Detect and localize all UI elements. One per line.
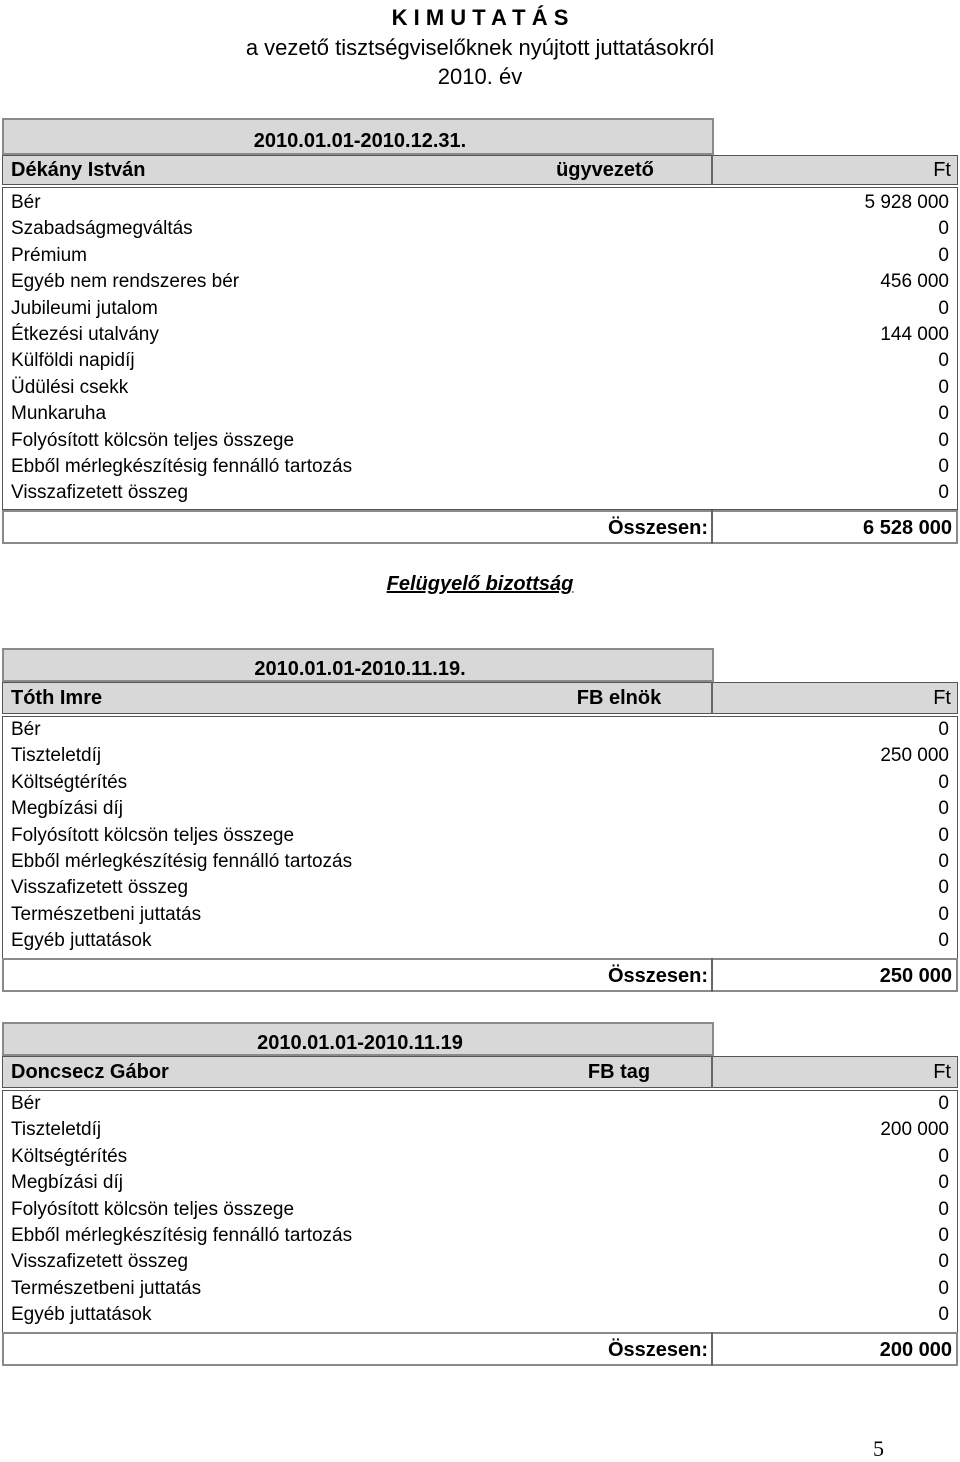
document-year: 2010. év [437,64,523,89]
row-label: Megbízási díj [11,798,123,820]
table-row [3,1170,957,1196]
table-row [3,823,957,849]
table-row [3,1302,957,1328]
table-row [3,348,957,374]
row-label: Jubileumi jutalom [11,297,158,319]
row-value: 0 [938,824,949,846]
table-row [3,1276,957,1302]
row-value: 144 000 [880,323,949,345]
table-row [3,717,957,743]
row-label: Ebből mérlegkészítésig fennálló tartozás [11,455,353,477]
row-value: 0 [938,1304,949,1326]
row-value: 5 928 000 [864,192,949,213]
row-value: 456 000 [880,271,949,293]
row-label: Szabadságmegváltás [11,218,193,240]
row-label: Tiszteletdíj [11,745,102,767]
row-value: 0 [938,376,949,398]
table-row [3,1223,957,1249]
row-value: 0 [938,1277,949,1299]
row-label: Egyéb nem rendszeres bér [11,271,240,293]
person-role: ügyvezető [556,159,654,181]
row-label: Bér [11,1093,41,1114]
person-role: FB elnök [576,687,662,709]
table-row [3,875,957,901]
row-value: 0 [938,719,949,740]
row-value: 0 [938,903,949,925]
row-value: 0 [938,798,949,820]
row-label: Egyéb juttatások [11,1304,152,1326]
total-value: 200 000 [879,1339,952,1361]
row-label: Visszafizetett összeg [11,482,189,504]
table-row [3,1249,957,1275]
table-row [3,269,957,295]
row-label: Visszafizetett összeg [11,1251,189,1273]
document-subtitle: a vezető tisztségviselőknek nyújtott juttatásokról [245,35,715,60]
row-label: Megbízási díj [11,1172,123,1194]
title-bar [2,1056,958,1088]
table-row [3,1117,957,1143]
table-row [3,849,957,875]
row-label: Bér [11,719,41,740]
row-value: 0 [938,482,949,504]
table-row [3,401,957,427]
row-value: 0 [938,297,949,319]
person-role: FB tag [587,1061,651,1083]
row-label: Költségtérítés [11,1145,128,1167]
section-dekany [2,118,958,544]
benefit-list [2,1090,958,1334]
row-label: Bér [11,192,41,213]
row-label: Külföldi napidíj [11,350,135,372]
row-label: Folyósított kölcsön teljes összege [11,1198,295,1220]
total-value: 6 528 000 [863,517,952,539]
row-label: Ebből mérlegkészítésig fennálló tartozás [11,1224,353,1246]
total-value: 250 000 [879,965,952,987]
table-row [3,454,957,480]
row-label: Ebből mérlegkészítésig fennálló tartozás [11,850,353,872]
row-value: 0 [938,850,949,872]
total-bar [2,958,958,992]
row-value: 0 [938,771,949,793]
section-toth [2,648,958,992]
person-name: Tóth Imre [11,687,103,709]
row-value: 0 [938,218,949,240]
row-label: Folyósított kölcsön teljes összege [11,824,295,846]
title-bar [2,682,958,714]
row-label: Étkezési utalvány [11,323,159,345]
table-row [3,480,957,506]
page-number: 5 [873,1436,884,1461]
table-row [3,796,957,822]
table-row [3,322,957,348]
total-label: Összesen: [607,965,708,987]
person-name: Dékány István [11,159,146,181]
table-row [3,190,957,216]
table-row [3,296,957,322]
table-row [3,770,957,796]
row-label: Tiszteletdíj [11,1119,102,1141]
row-value: 0 [938,930,949,952]
currency-label: Ft [933,1061,951,1083]
row-label: Folyósított kölcsön teljes összege [11,429,295,451]
row-value: 0 [938,350,949,372]
benefit-list [2,187,958,510]
row-value: 0 [938,429,949,451]
period-header [2,1022,714,1056]
row-value: 0 [938,1093,949,1114]
row-label: Költségtérítés [11,771,128,793]
currency-label: Ft [933,159,951,181]
table-row [3,902,957,928]
row-value: 0 [938,1251,949,1273]
table-row [3,743,957,769]
row-label: Üdülési csekk [11,376,129,398]
period-header [2,648,714,682]
table-row [3,1091,957,1117]
section-doncsecz [2,1022,958,1366]
period-label: 2010.01.01-2010.11.19 [257,1032,463,1054]
benefit-list [2,716,958,960]
row-label: Természetbeni juttatás [11,903,202,925]
row-value: 0 [938,1172,949,1194]
person-name: Doncsecz Gábor [11,1061,169,1083]
row-value: 0 [938,1198,949,1220]
total-label: Összesen: [607,517,708,539]
document-title: K I M U T A T Á S [391,5,569,30]
total-label: Összesen: [607,1339,708,1361]
table-row [3,375,957,401]
row-value: 0 [938,403,949,425]
period-label: 2010.01.01-2010.11.19. [254,658,466,680]
total-bar [2,510,958,544]
table-row [3,243,957,269]
currency-label: Ft [933,687,951,709]
row-value: 200 000 [880,1119,949,1141]
title-bar [2,155,958,185]
row-label: Természetbeni juttatás [11,1277,202,1299]
row-value: 0 [938,1224,949,1246]
row-label: Munkaruha [11,403,107,425]
total-bar [2,1332,958,1366]
row-label: Prémium [11,244,88,266]
table-row [3,1197,957,1223]
row-label: Egyéb juttatások [11,930,152,952]
table-row [3,1144,957,1170]
table-row [3,928,957,954]
row-value: 0 [938,244,949,266]
supervisory-board-heading: Felügyelő bizottság [386,573,574,595]
period-label: 2010.01.01-2010.12.31. [253,130,467,152]
row-label: Visszafizetett összeg [11,877,189,899]
period-header [2,118,714,155]
table-row [3,428,957,454]
row-value: 0 [938,877,949,899]
row-value: 250 000 [880,745,949,767]
table-row [3,216,957,242]
row-value: 0 [938,1145,949,1167]
row-value: 0 [938,455,949,477]
